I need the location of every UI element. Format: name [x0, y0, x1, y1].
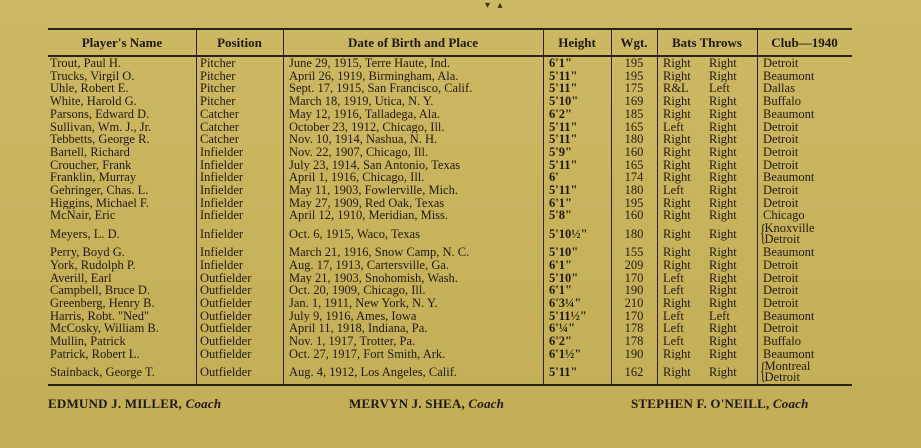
player-height: 6'2": [549, 335, 572, 348]
player-club: [757, 310, 852, 323]
player-height: 6'1": [549, 284, 572, 297]
club-name: Buffalo: [763, 95, 801, 108]
player-throws: Right: [709, 335, 737, 348]
club-name: Beaumont: [763, 309, 815, 323]
table-row: [48, 82, 852, 95]
player-throws: Right: [709, 171, 737, 185]
player-bats: Left: [663, 309, 684, 323]
table-row: [48, 259, 852, 272]
player-club: [757, 159, 852, 172]
coach-1: [48, 396, 221, 412]
player-birth: Aug. 17, 1913, Cartersville, Ga.: [289, 258, 450, 272]
table-row: [48, 171, 852, 184]
club-name: Montreal: [764, 360, 811, 374]
player-weight: 180: [624, 133, 644, 146]
brace-mark: {: [759, 360, 766, 385]
table-row: [48, 197, 852, 210]
club-name: Detroit: [763, 133, 799, 146]
player-club: [757, 348, 852, 361]
player-throws: Right: [709, 120, 737, 134]
player-bats: Left: [663, 184, 684, 197]
player-name: Mullin, Patrick: [50, 335, 126, 348]
player-height: 6'1": [549, 56, 572, 70]
player-bats: Right: [663, 258, 691, 272]
club-name: Buffalo: [763, 335, 801, 348]
player-club: [757, 272, 852, 285]
player-weight: 155: [624, 246, 644, 259]
player-name: Bartell, Richard: [50, 145, 130, 159]
player-height: 6'2": [549, 107, 572, 121]
club-name: Detroit: [763, 258, 799, 272]
player-position: Outfielder: [200, 347, 252, 361]
player-weight: 170: [624, 271, 644, 285]
coach-name: EDMUND J. MILLER,: [48, 396, 183, 411]
player-position: Outfielder: [200, 284, 252, 297]
player-weight: 180: [624, 226, 644, 241]
player-name: Perry, Boyd G.: [50, 246, 125, 259]
player-bats: Right: [663, 196, 691, 210]
player-throws: Right: [709, 296, 737, 310]
player-birth: March 21, 1916, Snow Camp, N. C.: [289, 246, 470, 259]
player-club: [757, 322, 852, 335]
header-name: Player's Name: [81, 34, 163, 50]
player-birth: April 1, 1916, Chicago, Ill.: [289, 171, 425, 185]
player-position: Outfielder: [200, 335, 252, 348]
player-birth: March 18, 1919, Utica, N. Y.: [289, 95, 434, 108]
player-height: 5'11": [549, 184, 578, 197]
player-throws: Right: [709, 271, 737, 285]
player-weight: 178: [624, 335, 644, 348]
player-height: 5'11": [549, 82, 578, 96]
table-row: [48, 108, 852, 121]
player-position: Infielder: [200, 246, 244, 259]
player-bats: Left: [663, 322, 684, 336]
player-height: 5'10": [549, 271, 579, 285]
table-row: [48, 133, 852, 146]
player-weight: 165: [624, 120, 644, 134]
player-birth: May 21, 1903, Snohomish, Wash.: [289, 271, 458, 285]
table-row: [48, 335, 852, 348]
coach-name: MERVYN J. SHEA,: [349, 396, 465, 411]
player-throws: Right: [709, 284, 737, 297]
player-club: [757, 360, 852, 384]
player-club: [757, 171, 852, 184]
player-throws: Right: [709, 158, 737, 172]
player-height: 6'3¼": [549, 296, 582, 310]
player-weight: 185: [624, 107, 644, 121]
player-position: Infielder: [200, 258, 244, 272]
player-club: [757, 133, 852, 146]
player-name: Harris, Robt. "Ned": [50, 309, 150, 323]
player-weight: 165: [624, 158, 644, 172]
player-club: [757, 108, 852, 121]
player-bats: Left: [663, 284, 684, 297]
player-weight: 210: [624, 296, 644, 310]
player-weight: 160: [624, 145, 644, 159]
player-bats: Right: [663, 69, 691, 83]
brace-mark: {: [759, 222, 766, 247]
player-height: 6'1½": [549, 347, 582, 361]
player-height: 5'11": [549, 120, 578, 134]
player-birth: Nov. 22, 1907, Chicago, Ill.: [289, 145, 429, 159]
player-name: Stainback, George T.: [50, 365, 155, 380]
player-name: Greenberg, Henry B.: [50, 296, 155, 310]
player-position: Outfielder: [200, 322, 252, 336]
table-row: [48, 55, 852, 70]
club-name: Detroit: [763, 196, 799, 210]
header-weight: Wgt.: [620, 34, 648, 50]
player-birth: July 23, 1914, San Antonio, Texas: [289, 158, 461, 172]
player-throws: Right: [709, 184, 737, 197]
player-bats: Right: [663, 95, 691, 108]
club-name: Beaumont: [763, 246, 815, 259]
player-position: Catcher: [200, 120, 239, 134]
player-birth: October 23, 1912, Chicago, Ill.: [289, 120, 445, 134]
coach-3: [631, 396, 809, 412]
player-name: Averill, Earl: [50, 271, 112, 285]
club-name: Detroit: [763, 145, 799, 159]
player-birth: July 9, 1916, Ames, Iowa: [289, 309, 417, 323]
player-height: 5'10": [549, 246, 579, 259]
player-height: 5'11": [549, 365, 578, 380]
club-name: Detroit: [763, 322, 799, 336]
player-height: 6'1": [549, 196, 572, 210]
player-weight: 190: [624, 347, 644, 361]
player-throws: Left: [709, 82, 730, 96]
player-club: [757, 70, 852, 83]
header-bats-throws: Bats Throws: [672, 34, 742, 50]
player-throws: Right: [709, 107, 737, 121]
player-height: 5'11½": [549, 309, 587, 323]
print-marks: ▾ ▴: [485, 0, 503, 11]
player-position: Pitcher: [200, 95, 236, 108]
player-bats: Right: [663, 133, 691, 146]
player-name: McNair, Eric: [50, 209, 116, 223]
table-row: [48, 310, 852, 323]
header-dob: Date of Birth and Place: [348, 34, 478, 50]
player-weight: 174: [624, 171, 644, 185]
player-bats: R&L: [663, 82, 689, 96]
player-birth: June 29, 1915, Terre Haute, Ind.: [289, 56, 451, 70]
coach-name: STEPHEN F. O'NEILL,: [631, 396, 770, 411]
coach-title: Coach: [468, 396, 505, 411]
player-name: Trucks, Virgil O.: [50, 69, 135, 83]
club-name: Detroit: [763, 296, 799, 310]
player-bats: Right: [663, 171, 691, 185]
player-height: 5'11": [549, 158, 578, 172]
player-bats: Right: [663, 209, 691, 223]
player-birth: Oct. 27, 1917, Fort Smith, Ark.: [289, 347, 446, 361]
player-club: [757, 284, 852, 297]
player-weight: 178: [624, 322, 644, 336]
table-row: [48, 70, 852, 83]
player-bats: Left: [663, 271, 684, 285]
player-birth: Nov. 10, 1914, Nashua, N. H.: [289, 133, 438, 146]
player-throws: Right: [709, 347, 737, 361]
player-throws: Right: [709, 365, 737, 380]
player-name: Meyers, L. D.: [50, 226, 120, 241]
club-stack: [765, 361, 811, 383]
player-position: Catcher: [200, 133, 239, 146]
player-club: [757, 197, 852, 210]
player-height: 6'¼": [549, 322, 576, 336]
table-row: [48, 360, 852, 384]
player-birth: May 11, 1903, Fowlerville, Mich.: [289, 184, 458, 197]
player-position: Outfielder: [200, 271, 252, 285]
club-name: Detroit: [763, 56, 799, 70]
club-name: Detroit: [763, 120, 799, 134]
player-height: 5'8": [549, 209, 572, 223]
player-height: 5'11": [549, 69, 578, 83]
player-club: [757, 246, 852, 259]
player-club: [757, 222, 852, 246]
player-throws: Right: [709, 133, 737, 146]
player-throws: Right: [709, 95, 737, 108]
player-position: Pitcher: [200, 56, 236, 70]
player-bats: Right: [663, 145, 691, 159]
club-stack: [765, 223, 815, 245]
header-position: Position: [217, 34, 262, 50]
player-bats: Right: [663, 56, 691, 70]
player-throws: Right: [709, 258, 737, 272]
player-bats: Left: [663, 335, 684, 348]
roster-table: [48, 30, 852, 384]
player-position: Infielder: [200, 209, 244, 223]
player-birth: Oct. 20, 1909, Chicago, Ill.: [289, 284, 426, 297]
player-height: 5'11": [549, 133, 578, 146]
player-weight: 160: [624, 209, 644, 223]
table-row: [48, 184, 852, 197]
player-weight: 195: [624, 196, 644, 210]
club-name: Beaumont: [763, 107, 815, 121]
club-name: Detroit: [764, 232, 800, 247]
player-name: White, Harold G.: [50, 95, 137, 108]
club-name: Dallas: [763, 82, 795, 96]
player-height: 6': [549, 171, 559, 185]
club-name: Detroit: [763, 284, 799, 297]
club-name: Detroit: [763, 271, 799, 285]
player-height: 5'10½": [549, 226, 588, 241]
player-throws: Left: [709, 309, 730, 323]
club-name: Chicago: [763, 209, 805, 223]
player-club: [757, 95, 852, 108]
table-row: [48, 246, 852, 259]
player-bats: Right: [663, 296, 691, 310]
player-position: Outfielder: [200, 365, 252, 380]
player-birth: May 12, 1916, Talladega, Ala.: [289, 107, 440, 121]
player-club: [757, 146, 852, 159]
player-position: Infielder: [200, 171, 244, 185]
club-name: Detroit: [763, 184, 799, 197]
player-birth: Sept. 17, 1915, San Francisco, Calif.: [289, 82, 473, 96]
table-row: [48, 272, 852, 285]
player-club: [757, 55, 852, 70]
table-row: [48, 146, 852, 159]
player-weight: 209: [624, 258, 644, 272]
player-name: York, Rudolph P.: [50, 258, 136, 272]
coach-title: Coach: [772, 396, 809, 411]
player-position: Catcher: [200, 107, 239, 121]
player-birth: Jan. 1, 1911, New York, N. Y.: [289, 296, 438, 310]
player-club: [757, 335, 852, 348]
player-name: Patrick, Robert L.: [50, 347, 140, 361]
player-club: [757, 259, 852, 272]
table-row: [48, 121, 852, 134]
player-bats: Right: [663, 158, 691, 172]
club-name: Detroit: [764, 370, 800, 385]
player-position: Infielder: [200, 158, 244, 172]
table-row: [48, 222, 852, 246]
player-throws: Right: [709, 226, 737, 241]
player-name: Sullivan, Wm. J., Jr.: [50, 120, 152, 134]
player-position: Infielder: [200, 184, 244, 197]
player-throws: Right: [709, 145, 737, 159]
player-height: 5'9": [549, 145, 572, 159]
player-name: Uhle, Robert E.: [50, 82, 129, 96]
player-throws: Right: [709, 69, 737, 83]
player-birth: April 11, 1918, Indiana, Pa.: [289, 322, 428, 336]
player-position: Outfielder: [200, 296, 252, 310]
player-name: Croucher, Frank: [50, 158, 132, 172]
player-position: Infielder: [200, 196, 244, 210]
table-row: [48, 322, 852, 335]
player-club: [757, 121, 852, 134]
table-row: [48, 284, 852, 297]
header-club: Club—1940: [771, 34, 838, 50]
player-bats: Left: [663, 120, 684, 134]
player-weight: 169: [624, 95, 644, 108]
player-name: Higgins, Michael F.: [50, 196, 149, 210]
club-name: Beaumont: [763, 69, 815, 83]
player-name: Trout, Paul H.: [50, 56, 122, 70]
player-bats: Right: [663, 226, 691, 241]
player-bats: Right: [663, 347, 691, 361]
player-birth: Oct. 6, 1915, Waco, Texas: [289, 226, 420, 241]
player-birth: April 26, 1919, Birmingham, Ala.: [289, 69, 459, 83]
coach-2: [349, 396, 504, 412]
coach-title: Coach: [185, 396, 222, 411]
player-birth: May 27, 1909, Red Oak, Texas: [289, 196, 445, 210]
player-birth: Nov. 1, 1917, Trotter, Pa.: [289, 335, 416, 348]
player-birth: April 12, 1910, Meridian, Miss.: [289, 209, 449, 223]
player-weight: 195: [624, 69, 644, 83]
player-height: 6'1": [549, 258, 572, 272]
player-position: Outfielder: [200, 309, 252, 323]
player-weight: 170: [624, 309, 644, 323]
player-height: 5'10": [549, 95, 579, 108]
player-weight: 162: [624, 365, 644, 380]
player-throws: Right: [709, 56, 737, 70]
table-row: [48, 95, 852, 108]
header-height: Height: [558, 34, 596, 50]
header-row: [48, 30, 852, 55]
player-bats: Right: [663, 107, 691, 121]
player-bats: Right: [663, 246, 691, 259]
player-position: Infielder: [200, 226, 244, 241]
player-weight: 180: [624, 184, 644, 197]
player-throws: Right: [709, 209, 737, 223]
player-club: [757, 297, 852, 310]
player-name: Gehringer, Chas. L.: [50, 184, 149, 197]
table-row: [48, 159, 852, 172]
player-throws: Right: [709, 246, 737, 259]
player-name: McCosky, William B.: [50, 322, 159, 336]
table-row: [48, 348, 852, 361]
player-club: [757, 184, 852, 197]
player-weight: 195: [624, 56, 644, 70]
player-name: Tebbetts, George R.: [50, 133, 150, 146]
table-row: [48, 297, 852, 310]
player-weight: 175: [624, 82, 644, 96]
player-club: [757, 209, 852, 222]
player-club: [757, 82, 852, 95]
club-name: Beaumont: [763, 347, 815, 361]
club-name: Detroit: [763, 158, 799, 172]
player-throws: Right: [709, 322, 737, 336]
player-bats: Right: [663, 365, 691, 380]
club-name: Knoxville: [764, 222, 815, 236]
player-name: Campbell, Bruce D.: [50, 284, 150, 297]
player-position: Infielder: [200, 145, 244, 159]
player-name: Parsons, Edward D.: [50, 107, 150, 121]
player-position: Pitcher: [200, 82, 236, 96]
player-throws: Right: [709, 196, 737, 210]
table-row: [48, 209, 852, 222]
player-weight: 190: [624, 284, 644, 297]
player-birth: Aug. 4, 1912, Los Angeles, Calif.: [289, 365, 458, 380]
club-name: Beaumont: [763, 171, 815, 185]
player-name: Franklin, Murray: [50, 171, 137, 185]
player-position: Pitcher: [200, 69, 236, 83]
